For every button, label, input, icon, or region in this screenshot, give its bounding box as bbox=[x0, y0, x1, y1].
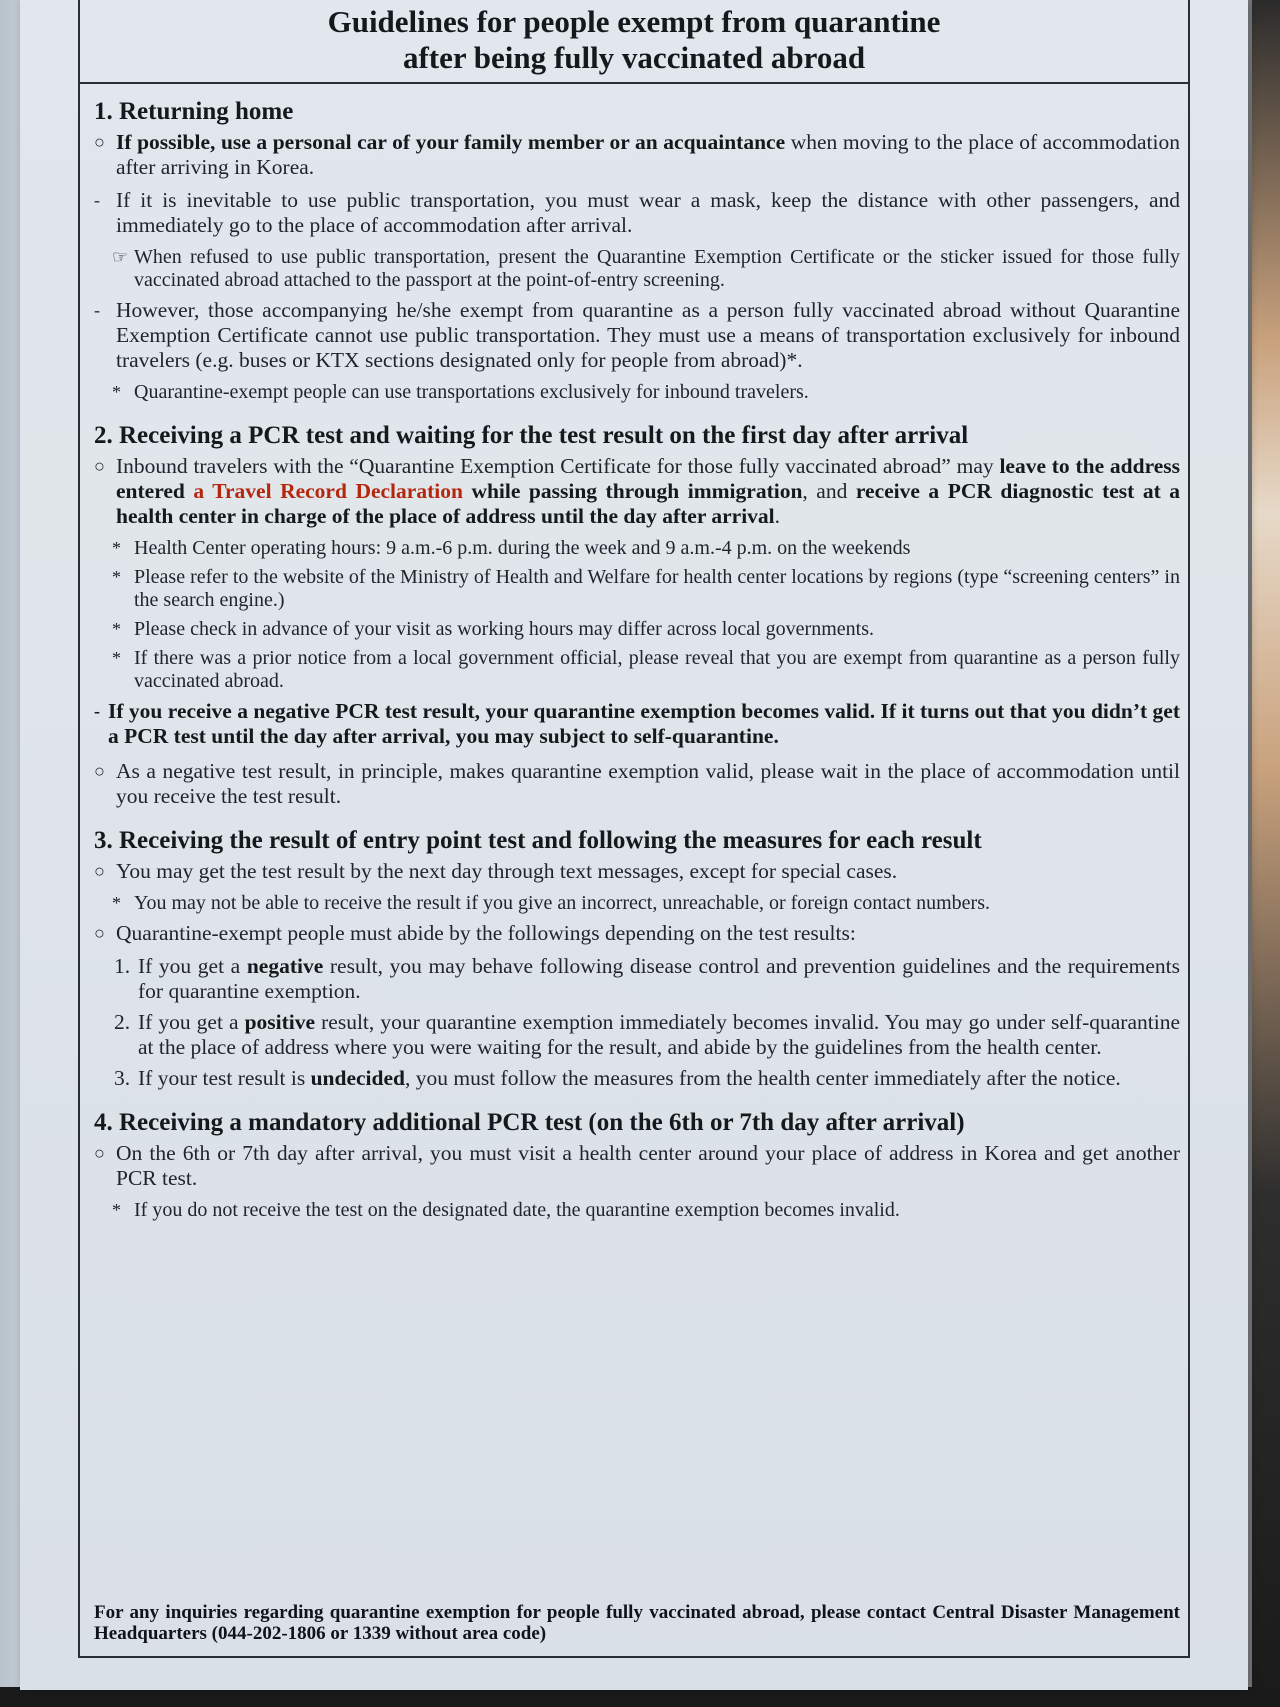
numbered-item bbox=[94, 1066, 1180, 1091]
dash-bullet-icon: - bbox=[94, 300, 100, 320]
circle-bullet-icon: ○ bbox=[94, 132, 105, 152]
item-number: 1. bbox=[114, 954, 131, 978]
circle-bullet-icon: ○ bbox=[94, 456, 105, 476]
asterisk-note bbox=[94, 537, 1180, 560]
bullet-item bbox=[94, 859, 1180, 884]
pointer-note bbox=[94, 246, 1180, 292]
bullet-item bbox=[94, 921, 1180, 946]
dash-bullet-icon: - bbox=[94, 701, 100, 721]
asterisk-note bbox=[94, 566, 1180, 612]
bullet-text: On the 6th or 7th day after arrival, you must visit a health center around your place of address in Korea and get another PCR test. bbox=[116, 1141, 1180, 1190]
bullet-item bbox=[94, 759, 1180, 809]
section-additional-pcr bbox=[94, 1109, 1180, 1222]
asterisk-icon: * bbox=[112, 893, 121, 913]
item-text-bold: positive bbox=[244, 1010, 316, 1034]
numbered-item bbox=[94, 954, 1180, 1004]
bullet-text-bold: leave to the address entered bbox=[116, 454, 1180, 503]
section-entry-test-result bbox=[94, 827, 1180, 1091]
bold-dash-text: If you receive a negative PCR test result, your quarantine exemption becomes valid. If it turns out that you didn’t get a PCR test until the day after arrival, you may subject to self-quarantine. bbox=[108, 699, 1180, 748]
dash-text: However, those accompanying he/she exempt from quarantine as a person fully vaccinated abroad without Quarantine Exemption Certificate cannot use public transportation. They must use a means of transportation exclusively for inbound travelers (e.g. buses or KTX sections designated only for people from abroad)*. bbox=[116, 298, 1180, 372]
dash-item bbox=[94, 298, 1180, 373]
note-text: You may not be able to receive the result if you give an incorrect, unreachable, or foreign contact numbers. bbox=[134, 892, 990, 914]
note-text: Please refer to the website of the Ministry of Health and Welfare for health center locations by regions (type “screening centers” in the search engine.) bbox=[134, 566, 1180, 611]
dash-bullet-icon: - bbox=[94, 190, 100, 210]
document-title-line-1: Guidelines for people exempt from quarantine bbox=[327, 4, 941, 39]
section-heading: 3. Receiving the result of entry point test and following the measures for each result bbox=[94, 827, 982, 854]
bullet-text-bold: If possible, use a personal car of your family member or an acquaintance bbox=[116, 130, 786, 154]
background-bottom bbox=[0, 1687, 1280, 1707]
item-text: result, you may behave following disease control and prevention guidelines and the requirements for quarantine exemption. bbox=[138, 954, 1180, 1003]
asterisk-icon: * bbox=[112, 567, 121, 587]
asterisk-icon: * bbox=[112, 1200, 121, 1220]
bullet-item bbox=[94, 454, 1180, 529]
item-text-bold: negative bbox=[246, 954, 324, 978]
bullet-text-bold: receive a PCR diagnostic test at a health center in charge of the place of address until the day after arrival bbox=[116, 479, 1181, 528]
section-heading: 1. Returning home bbox=[94, 98, 294, 125]
asterisk-note bbox=[94, 381, 1180, 404]
numbered-item bbox=[94, 1010, 1180, 1060]
asterisk-icon: * bbox=[112, 382, 121, 402]
bullet-text: Inbound travelers with the “Quarantine Exemption Certificate for those fully vaccinated abroad” may bbox=[116, 454, 1000, 478]
circle-bullet-icon: ○ bbox=[94, 761, 105, 781]
bullet-text-bold: while passing through immigration bbox=[471, 479, 803, 503]
asterisk-note bbox=[94, 618, 1180, 641]
bullet-text: You may get the test result by the next day through text messages, except for special cases. bbox=[116, 859, 898, 883]
document-body bbox=[94, 98, 1180, 1240]
asterisk-icon: * bbox=[112, 538, 121, 558]
asterisk-icon: * bbox=[112, 648, 121, 668]
note-text: When refused to use public transportation, present the Quarantine Exemption Certificate or the sticker issued for those fully vaccinated abroad attached to the passport at the point-of-entry screening. bbox=[134, 246, 1180, 291]
section-pcr-test bbox=[94, 422, 1180, 809]
item-text: If you get a bbox=[138, 954, 247, 978]
contact-footer: For any inquiries regarding quarantine exemption for people fully vaccinated abroad, please contact Central Disaster Management Headquarters (044-202-1806 or 1339 without area code) bbox=[94, 1602, 1180, 1644]
document-sheet bbox=[20, 0, 1248, 1690]
asterisk-icon: * bbox=[112, 619, 121, 639]
section-returning-home bbox=[94, 98, 1180, 404]
document-title-line-2: after being fully vaccinated abroad bbox=[402, 40, 866, 75]
note-text: If you do not receive the test on the designated date, the quarantine exemption becomes invalid. bbox=[134, 1199, 900, 1221]
pointing-hand-icon: ☞ bbox=[112, 247, 129, 267]
item-text: result, your quarantine exemption immediately becomes invalid. You may go under self-quarantine at the place of address where you were waiting for the result, and abide by the guidelines from the health center. bbox=[138, 1010, 1180, 1059]
asterisk-note bbox=[94, 647, 1180, 693]
circle-bullet-icon: ○ bbox=[94, 861, 105, 881]
document-frame bbox=[78, 0, 1190, 1658]
item-number: 3. bbox=[114, 1066, 131, 1090]
bullet-text: Quarantine-exempt people must abide by the followings depending on the test results: bbox=[116, 921, 856, 945]
section-heading: 4. Receiving a mandatory additional PCR test (on the 6th or 7th day after arrival) bbox=[94, 1109, 965, 1136]
note-text: Please check in advance of your visit as working hours may differ across local governments. bbox=[134, 618, 874, 640]
bullet-text: when moving to the place of accommodation after arriving in Korea. bbox=[116, 130, 1180, 179]
item-text: , you must follow the measures from the health center immediately after the notice. bbox=[404, 1066, 1121, 1090]
item-text-bold: undecided bbox=[310, 1066, 405, 1090]
note-text: Quarantine-exempt people can use transportations exclusively for inbound travelers. bbox=[134, 381, 809, 403]
note-text: If there was a prior notice from a local government official, please reveal that you are exempt from quarantine as a person fully vaccinated abroad. bbox=[134, 647, 1180, 692]
title-box bbox=[80, 0, 1188, 84]
bullet-text: As a negative test result, in principle, makes quarantine exemption valid, please wait in the place of accommodation until you receive the test result. bbox=[116, 759, 1180, 808]
background-edge bbox=[1252, 0, 1280, 1707]
dash-item bbox=[94, 188, 1180, 238]
note-text: Health Center operating hours: 9 a.m.-6 p.m. during the week and 9 a.m.-4 p.m. on the weekends bbox=[134, 537, 911, 559]
asterisk-note bbox=[94, 1199, 1180, 1222]
circle-bullet-icon: ○ bbox=[94, 923, 105, 943]
dash-text: If it is inevitable to use public transportation, you must wear a mask, keep the distance with other passengers, and immediately go to the place of accommodation after arrival. bbox=[116, 188, 1180, 237]
bold-dash-item bbox=[94, 699, 1180, 749]
item-text: If you get a bbox=[138, 1010, 245, 1034]
bullet-item bbox=[94, 130, 1180, 180]
bullet-item bbox=[94, 1141, 1180, 1191]
item-text: If your test result is bbox=[138, 1066, 311, 1090]
highlighted-text: a Travel Record Declaration bbox=[184, 479, 472, 503]
asterisk-note bbox=[94, 892, 1180, 915]
circle-bullet-icon: ○ bbox=[94, 1143, 105, 1163]
bullet-text: , and bbox=[802, 479, 856, 503]
item-number: 2. bbox=[114, 1010, 131, 1034]
section-heading: 2. Receiving a PCR test and waiting for the test result on the first day after arrival bbox=[94, 422, 969, 449]
bullet-text: . bbox=[774, 504, 781, 528]
